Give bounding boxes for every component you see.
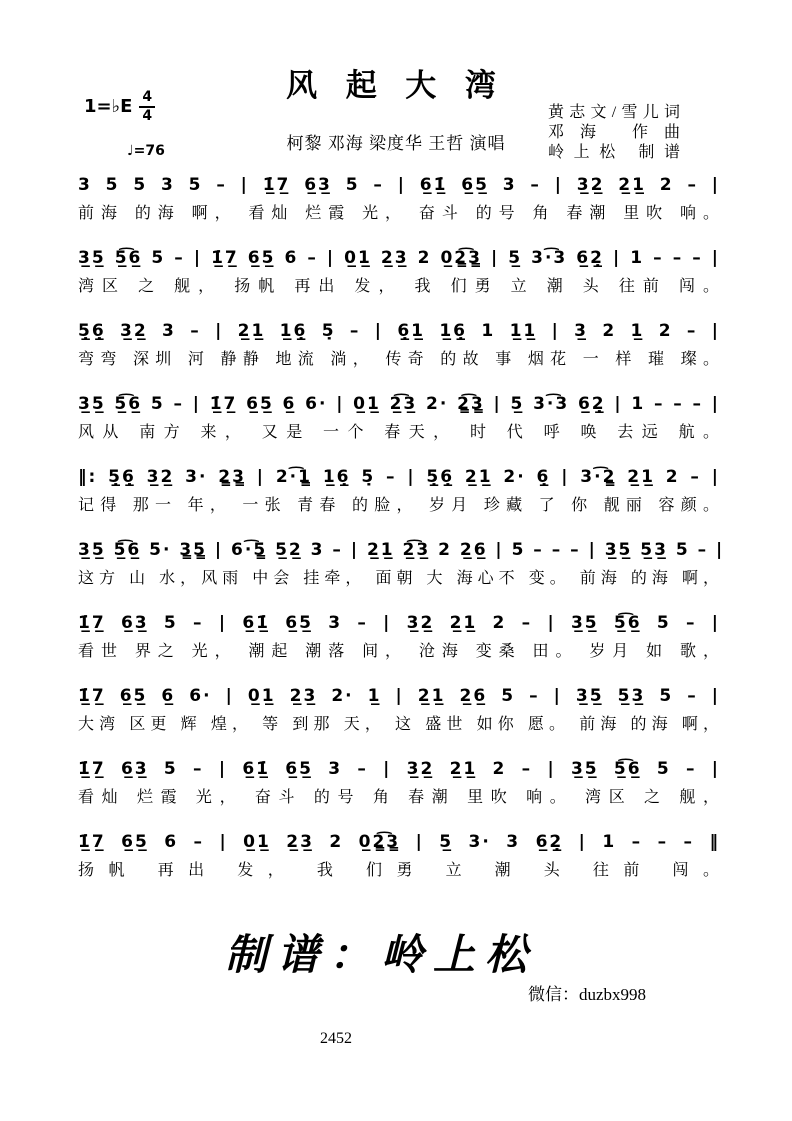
notes-row: 3̲5̲ 5̲͡6̲ 5· 3̳5̳ | 6·͡5̳ 5̲2̲ 3 – | 2̲1̲ 2̲͡3̲ 2 2̲6̲ | 5 – – – | 3̲5̲ 5̲3̲ 5 – | <box>78 540 725 560</box>
credits-block <box>548 103 680 163</box>
lyrics-row: 风从 南方 来， 又是 一个 春天， 时 代 呼 唤 去远 航。 <box>78 424 720 441</box>
lyrics-row: 前海 的海 啊， 看灿 烂霞 光， 奋斗 的号 角 春潮 里吹 响。 <box>78 205 720 222</box>
lyrics-row: 扬帆 再出 发， 我 们勇 立 潮 头 往前 闯。 <box>78 862 720 879</box>
lyrics-row: 记得 那一 年， 一张 青春 的脸， 岁月 珍藏 了 你 靓丽 容颜。 <box>78 497 720 514</box>
score-line <box>78 608 720 681</box>
lyrics-row: 看世 界之 光， 潮起 潮落 间， 沧海 变桑 田。 岁月 如 歌， <box>78 643 720 660</box>
score-line <box>78 535 725 608</box>
time-signature <box>139 90 155 123</box>
lyrics-row: 弯弯 深圳 河 静静 地流 淌， 传奇 的故 事 烟花 一 样 璀 璨。 <box>78 351 720 368</box>
score-line <box>78 389 720 462</box>
score <box>78 170 725 900</box>
tempo-mark: ♩=76 <box>127 143 165 159</box>
lyrics-row: 这方 山 水，风雨 中会 挂牵， 面朝 大 海心不 变。 前海 的海 啊， <box>78 570 720 587</box>
key-signature <box>84 90 155 123</box>
credit-notator: 岭上松 制谱 <box>548 144 680 161</box>
notes-row: 1̲̇7̲ 6̲5̲ 6̲ 6· | 0̲1̲ 2̲3̲ 2· 1̲ | 2̲1̲ 2̲6̲ 5 – | 3̲5̲ 5̲3̲ 5 – | <box>78 686 720 706</box>
maker-signature: 制谱：岭上松 <box>224 930 537 979</box>
score-line <box>78 243 720 316</box>
performers-line: 柯黎 邓海 梁度华 王哲 演唱 <box>286 134 506 153</box>
notes-row: 1̲̇7̲ 6̲5̲ 6 – | 0̲1̲ 2̲3̲ 2 0̲2̳͡3̳ | 5̲ 3· 3 6̲2̲̣ | 1 – – – ‖ <box>78 832 720 852</box>
notes-row: ‖: 5̲̣6̲̣ 3̲2̲ 3· 2̳3̳ | 2·͡1̳ 1̲6̲̣ 5̣ – | 5̲̣6̲̣ 2̲1̲ 2· 6̲̣ | 3·͡2̳ 2̲1̲ 2 – | <box>78 467 720 487</box>
credit-composer: 邓海 作曲 <box>548 124 680 141</box>
time-signature-top: 4 <box>139 90 155 108</box>
notes-row: 1̲̇7̲ 6̲3̲ 5 – | 6̲1̲̇ 6̲5̲ 3 – | 3̲2̲ 2̲1̲ 2 – | 3̲5̲ 5̲͡6̲ 5 – | <box>78 759 720 779</box>
lyrics-row: 大湾 区更 辉 煌， 等 到那 天， 这 盛世 如你 愿。 前海 的海 啊， <box>78 716 720 733</box>
page-title: 风 起 大 湾 <box>286 68 506 103</box>
time-signature-bottom: 4 <box>142 107 153 124</box>
score-line <box>78 681 720 754</box>
wechat-contact: 微信：duzbx998 <box>528 985 647 1004</box>
lyrics-row: 湾区 之 舰， 扬帆 再出 发， 我 们勇 立 潮 头 往前 闯。 <box>78 278 720 295</box>
score-line <box>78 827 720 900</box>
score-line <box>78 462 720 535</box>
credit-lyricist: 黄志文/雪儿词 <box>548 104 680 121</box>
score-line <box>78 754 720 827</box>
score-line <box>78 316 720 389</box>
notes-row: 3 5 5 3 5 – | 1̲̇7̲ 6̲3̲ 5 – | 6̲1̲̇ 6̲5̲ 3 – | 3̲2̲ 2̲1̲ 2 – | <box>78 175 720 195</box>
page-number: 2452 <box>320 1030 352 1047</box>
score-line <box>78 170 720 243</box>
notes-row: 3̲5̲ 5̲͡6̲ 5 – | 1̲̇7̲ 6̲5̲ 6 – | 0̲1̲ 2̲3̲ 2 0̲2̳͡3̳ | 5̲ 3·͡3 6̲2̲̣ | 1 – – – | <box>78 248 720 268</box>
lyrics-row: 看灿 烂霞 光， 奋斗 的号 角 春潮 里吹 响。 湾区 之 舰， <box>78 789 720 806</box>
notes-row: 5̲̣6̲̣ 3̲2̲ 3 – | 2̲1̲ 1̲6̲̣ 5̣ – | 6̲̣1̲ 1̲6̲̣ 1 1̲1̲ | 3̲ 2 1̲ 2 – | <box>78 321 720 341</box>
key-text: 1=♭E <box>84 96 133 118</box>
notes-row: 1̲̇7̲ 6̲3̲ 5 – | 6̲1̲̇ 6̲5̲ 3 – | 3̲2̲ 2̲1̲ 2 – | 3̲5̲ 5̲͡6̲ 5 – | <box>78 613 720 633</box>
notes-row: 3̲5̲ 5̲͡6̲ 5 – | 1̲̇7̲ 6̲5̲ 6̲ 6· | 0̲1̲ 2̲͡3̲ 2· 2̳͡3̳ | 5̲ 3·͡3 6̲2̲̣ | 1 – – – | <box>78 394 720 414</box>
